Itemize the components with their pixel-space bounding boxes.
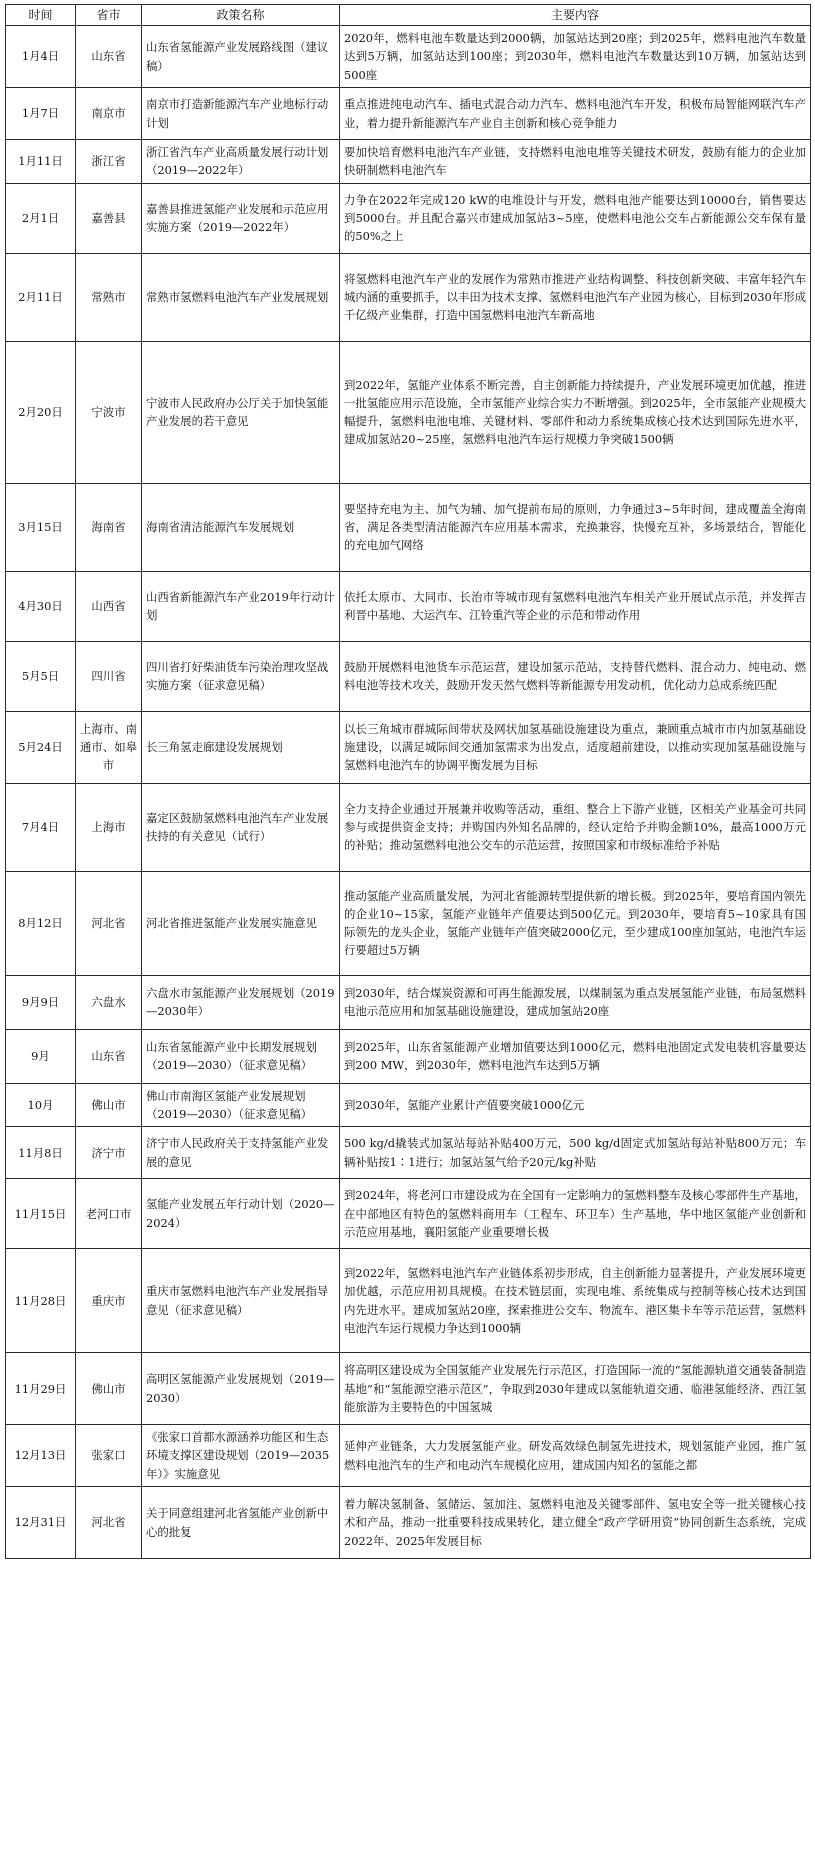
- policy-name-cell: 浙江省汽车产业高质量发展行动计划（2019—2022年）: [142, 140, 340, 184]
- content-cell: 鼓励开展燃料电池货车示范运营，建设加氢示范站，支持替代燃料、混合动力、纯电动、燃料电池等技术攻关，鼓励开发天然气燃料等新能源专用发动机，优化动力总成系统匹配: [340, 641, 811, 711]
- province-cell: 四川省: [76, 641, 142, 711]
- content-cell: 推动氢能产业高质量发展，为河北省能源转型提供新的增长极。到2025年，要培育国内领先的企业10~15家，氢能产业链年产值要达到500亿元。到2030年，要培育5~10家具有国际领先的龙头企业，氢能产业链年产值突破2000亿元，至少建成100座加氢站，电池汽车运行要超过5万辆: [340, 871, 811, 975]
- content-cell: 2020年，燃料电池车数量达到2000辆，加氢站达到20座；到2025年，燃料电池汽车数量达到5万辆，加氢站达到100座；到2030年，燃料电池汽车数量达到10万辆，加氢站达到500座: [340, 26, 811, 88]
- content-cell: 到2025年，山东省氢能源产业增加值要达到1000亿元，燃料电池固定式发电装机容量要达到200 MW，到2030年，燃料电池汽车达到5万辆: [340, 1029, 811, 1083]
- table-row: [6, 711, 811, 783]
- content-cell: 到2030年，氢能产业累计产值要突破1000亿元: [340, 1083, 811, 1127]
- table-row: [6, 253, 811, 341]
- table-row: [6, 571, 811, 641]
- table-row: [6, 88, 811, 140]
- province-cell: 重庆市: [76, 1249, 142, 1353]
- policy-name-cell: 山西省新能源汽车产业2019年行动计划: [142, 571, 340, 641]
- header-province: 省市: [76, 5, 142, 26]
- province-cell: 山东省: [76, 1029, 142, 1083]
- policy-name-cell: 南京市打造新能源汽车产业地标行动计划: [142, 88, 340, 140]
- date-cell: 12月31日: [6, 1487, 76, 1559]
- province-cell: 宁波市: [76, 341, 142, 483]
- header-content: 主要内容: [340, 5, 811, 26]
- date-cell: 11月28日: [6, 1249, 76, 1353]
- province-cell: 山东省: [76, 26, 142, 88]
- policy-name-cell: 氢能产业发展五年行动计划（2020—2024）: [142, 1179, 340, 1249]
- content-cell: 到2022年，氢能产业体系不断完善，自主创新能力持续提升，产业发展环境更加优越，推进一批氢能应用示范设施，全市氢能产业综合实力不断增强。到2025年，全市氢能产业规模大幅提升，氢燃料电池电堆、关键材料、零部件和动力系统集成核心技术达到国际先进水平，建成加氢站20~25座，氢燃料电池汽车运行规模力争突破1500辆: [340, 341, 811, 483]
- content-cell: 要坚持充电为主、加气为辅、加气提前布局的原则，力争通过3~5年时间，建成覆盖全海南省，满足各类型清洁能源汽车应用基本需求，充换兼容，快慢充互补，多场景结合，智能化的充电加气网络: [340, 483, 811, 571]
- policy-name-cell: 佛山市南海区氢能产业发展规划（2019—2030）（征求意见稿）: [142, 1083, 340, 1127]
- date-cell: 9月9日: [6, 975, 76, 1029]
- province-cell: 佛山市: [76, 1083, 142, 1127]
- province-cell: 济宁市: [76, 1127, 142, 1179]
- table-row: [6, 1353, 811, 1425]
- date-cell: 3月15日: [6, 483, 76, 571]
- province-cell: 上海市: [76, 783, 142, 871]
- content-cell: 延伸产业链条，大力发展氢能产业。研发高效绿色制氢先进技术，规划氢能产业园，推广氢燃料电池汽车的生产和电动汽车规模化应用，建成国内知名的氢能之都: [340, 1425, 811, 1487]
- content-cell: 到2030年，结合煤炭资源和可再生能源发展，以煤制氢为重点发展氢能产业链，布局氢燃料电池示范应用和加氢基础设施建设，建成加氢站20座: [340, 975, 811, 1029]
- table-row: [6, 1127, 811, 1179]
- province-cell: 六盘水: [76, 975, 142, 1029]
- policy-name-cell: 高明区氢能源产业发展规划（2019—2030）: [142, 1353, 340, 1425]
- content-cell: 到2024年，将老河口市建设成为在全国有一定影响力的氢燃料整车及核心零部件生产基地，在中部地区有特色的氢燃料商用车（工程车、环卫车）生产基地，华中地区氢能产业创新和示范应用基地，襄阳氢能产业重要增长极: [340, 1179, 811, 1249]
- province-cell: 嘉善县: [76, 183, 142, 253]
- content-cell: 将氢燃料电池汽车产业的发展作为常熟市推进产业结构调整、科技创新突破、丰富年轻汽车城内涵的重要抓手，以丰田为技术支撑、氢燃料电池汽车产业园为核心，目标到2030年形成千亿级产业集群，打造中国氢燃料电池汽车新高地: [340, 253, 811, 341]
- province-cell: 老河口市: [76, 1179, 142, 1249]
- table-body: [6, 26, 811, 1559]
- date-cell: 10月: [6, 1083, 76, 1127]
- date-cell: 8月12日: [6, 871, 76, 975]
- table-row: [6, 783, 811, 871]
- date-cell: 2月1日: [6, 183, 76, 253]
- table-row: [6, 140, 811, 184]
- date-cell: 11月15日: [6, 1179, 76, 1249]
- date-cell: 2月11日: [6, 253, 76, 341]
- date-cell: 5月24日: [6, 711, 76, 783]
- date-cell: 11月8日: [6, 1127, 76, 1179]
- content-cell: 全力支持企业通过开展兼并收购等活动，重组、整合上下游产业链，区相关产业基金可共同参与或提供资金支持；并购国内外知名品牌的，经认定给予并购金额10%，最高1000万元的补贴；推动氢燃料电池公交车的示范运营，按照国家和市级标准给予补贴: [340, 783, 811, 871]
- policy-name-cell: 宁波市人民政府办公厅关于加快氢能产业发展的若干意见: [142, 341, 340, 483]
- policy-name-cell: 山东省氢能源产业发展路线图（建议稿）: [142, 26, 340, 88]
- province-cell: 佛山市: [76, 1353, 142, 1425]
- province-cell: 浙江省: [76, 140, 142, 184]
- province-cell: 张家口: [76, 1425, 142, 1487]
- table-row: [6, 1179, 811, 1249]
- date-cell: 1月4日: [6, 26, 76, 88]
- policy-name-cell: 嘉定区鼓励氢燃料电池汽车产业发展扶持的有关意见（试行）: [142, 783, 340, 871]
- province-cell: 海南省: [76, 483, 142, 571]
- content-cell: 重点推进纯电动汽车、插电式混合动力汽车、燃料电池汽车开发，积极布局智能网联汽车产业，着力提升新能源汽车产业自主创新和核心竞争能力: [340, 88, 811, 140]
- table-row: [6, 641, 811, 711]
- table-row: [6, 183, 811, 253]
- date-cell: 7月4日: [6, 783, 76, 871]
- content-cell: 着力解决氢制备、氢储运、氢加注、氢燃料电池及关键零部件、氢电安全等一批关键核心技术和产品，推动一批重要科技成果转化，建立健全“政产学研用资”协同创新生态系统，完成2022年、2025年发展目标: [340, 1487, 811, 1559]
- policy-name-cell: 关于同意组建河北省氢能产业创新中心的批复: [142, 1487, 340, 1559]
- policy-name-cell: 长三角氢走廊建设发展规划: [142, 711, 340, 783]
- date-cell: 1月11日: [6, 140, 76, 184]
- province-cell: 常熟市: [76, 253, 142, 341]
- table-row: [6, 871, 811, 975]
- policy-table: [5, 4, 811, 1559]
- header-row: [6, 5, 811, 26]
- table-row: [6, 483, 811, 571]
- header-policy-name: 政策名称: [142, 5, 340, 26]
- policy-name-cell: 嘉善县推进氢能产业发展和示范应用实施方案（2019—2022年）: [142, 183, 340, 253]
- content-cell: 将高明区建设成为全国氢能产业发展先行示范区，打造国际一流的“氢能源轨道交通装备制造基地”和“氢能源空港示范区”，争取到2030年建成以氢能轨道交通、临港氢能经济、西江氢能旅游为主要特色的中国氢城: [340, 1353, 811, 1425]
- table-row: [6, 1487, 811, 1559]
- policy-name-cell: 河北省推进氢能产业发展实施意见: [142, 871, 340, 975]
- date-cell: 1月7日: [6, 88, 76, 140]
- header-date: 时间: [6, 5, 76, 26]
- table-row: [6, 1083, 811, 1127]
- table-row: [6, 975, 811, 1029]
- content-cell: 要加快培育燃料电池汽车产业链，支持燃料电池电堆等关键技术研发，鼓励有能力的企业加快研制燃料电池汽车: [340, 140, 811, 184]
- content-cell: 依托太原市、大同市、长治市等城市现有氢燃料电池汽车相关产业开展试点示范，并发挥吉利晋中基地、大运汽车、江铃重汽等企业的示范和带动作用: [340, 571, 811, 641]
- policy-name-cell: 济宁市人民政府关于支持氢能产业发展的意见: [142, 1127, 340, 1179]
- date-cell: 12月13日: [6, 1425, 76, 1487]
- table-row: [6, 26, 811, 88]
- content-cell: 到2022年，氢燃料电池汽车产业链体系初步形成，自主创新能力显著提升，产业发展环境更加优越，示范应用初具规模。在技术链层面，实现电堆、系统集成与控制等核心技术达到国内先进水平。建成加氢站20座，探索推进公交车、物流车、港区集卡车等示范运营，氢燃料电池汽车运行规模力争达到1000辆: [340, 1249, 811, 1353]
- date-cell: 2月20日: [6, 341, 76, 483]
- policy-name-cell: 重庆市氢燃料电池汽车产业发展指导意见（征求意见稿）: [142, 1249, 340, 1353]
- table-row: [6, 1425, 811, 1487]
- table-row: [6, 1249, 811, 1353]
- date-cell: 11月29日: [6, 1353, 76, 1425]
- table-row: [6, 1029, 811, 1083]
- policy-name-cell: 海南省清洁能源汽车发展规划: [142, 483, 340, 571]
- policy-name-cell: 六盘水市氢能源产业发展规划（2019—2030年）: [142, 975, 340, 1029]
- province-cell: 山西省: [76, 571, 142, 641]
- policy-name-cell: 山东省氢能源产业中长期发展规划（2019—2030）（征求意见稿）: [142, 1029, 340, 1083]
- province-cell: 南京市: [76, 88, 142, 140]
- policy-name-cell: 常熟市氢燃料电池汽车产业发展规划: [142, 253, 340, 341]
- province-cell: 上海市、南通市、如皋市: [76, 711, 142, 783]
- province-cell: 河北省: [76, 1487, 142, 1559]
- date-cell: 5月5日: [6, 641, 76, 711]
- date-cell: 9月: [6, 1029, 76, 1083]
- table-row: [6, 341, 811, 483]
- policy-name-cell: 四川省打好柴油货车污染治理攻坚战实施方案（征求意见稿）: [142, 641, 340, 711]
- province-cell: 河北省: [76, 871, 142, 975]
- policy-name-cell: 《张家口首都水源涵养功能区和生态环境支撑区建设规划（2019—2035年）》实施意见: [142, 1425, 340, 1487]
- content-cell: 以长三角城市群城际间带状及网状加氢基础设施建设为重点，兼顾重点城市市内加氢基础设施建设，以满足城际间交通加氢需求为出发点，适度超前建设，以推动实现加氢基础设施与氢燃料电池汽车的协调平衡发展为目标: [340, 711, 811, 783]
- date-cell: 4月30日: [6, 571, 76, 641]
- content-cell: 力争在2022年完成120 kW的电堆设计与开发，燃料电池产能要达到10000台，销售要达到5000台。并且配合嘉兴市建成加氢站3~5座，使燃料电池公交车占新能源公交车保有量的50%之上: [340, 183, 811, 253]
- content-cell: 500 kg/d撬装式加氢站每站补贴400万元，500 kg/d固定式加氢站每站补贴800万元；车辆补贴按1∶1进行；加氢站氢气给予20元/kg补贴: [340, 1127, 811, 1179]
